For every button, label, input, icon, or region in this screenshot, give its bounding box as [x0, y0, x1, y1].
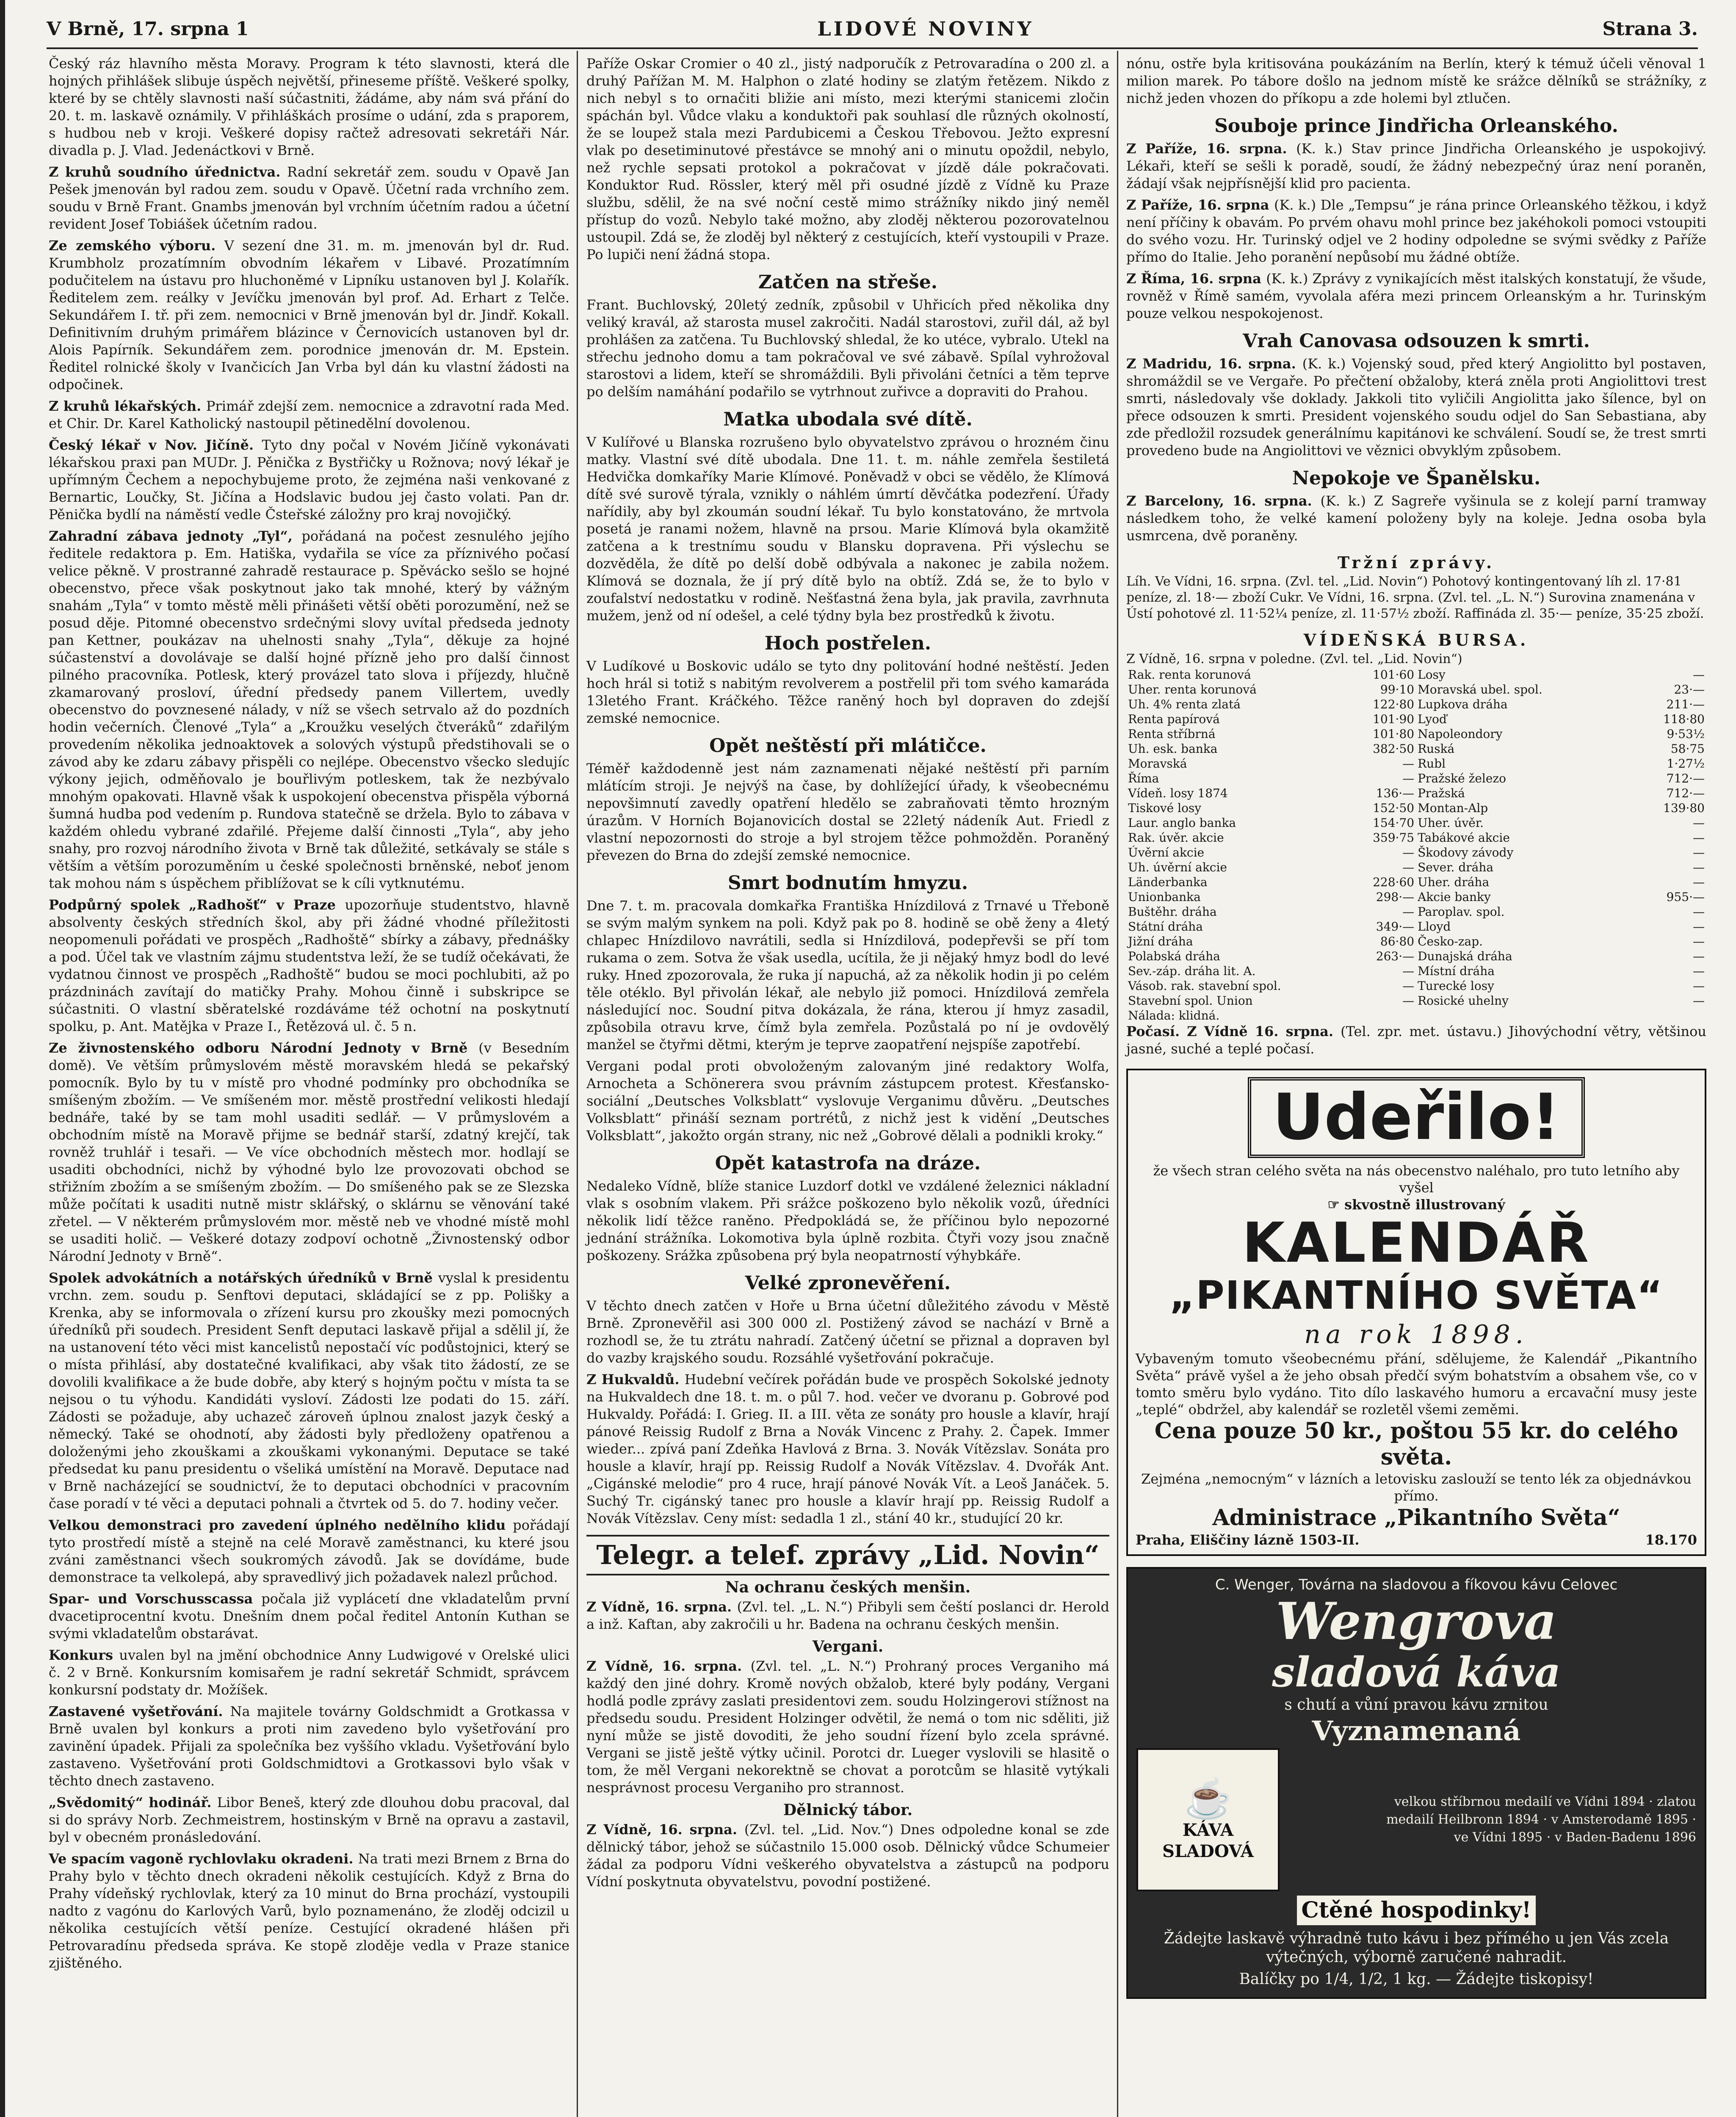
- stock-price: —: [1402, 860, 1415, 874]
- stock-name: Sever. dráha: [1418, 860, 1494, 874]
- article-lead: Velkou demonstraci pro zavedení úplného nedělního klidu: [49, 1517, 513, 1533]
- article-paragraph: [1126, 1023, 1706, 1058]
- article-headline: Nepokoje ve Španělsku.: [1292, 467, 1541, 489]
- stock-price: 9·53½: [1667, 727, 1705, 741]
- article-paragraph: [49, 1850, 569, 1972]
- column-1: [49, 55, 569, 1976]
- ad-description: Vybaveným tomuto všeobecnému přání, sdělujeme, že Kalendář „Pikantního Světa“ právě vyšel a že jeho obsah předčí svým bohatstvím a obsahem vše, co v tomto směru bylo vydáno. Tito dílo laskavého humoru a ercavační musy jeste „teplé“ obdržel, aby kalendář se rozletěl všemi zeměmi.: [1136, 1351, 1697, 1418]
- table-row: [1126, 993, 1706, 1008]
- article-headline: Opět katastrofa na dráze.: [715, 1152, 981, 1174]
- table-row: [1126, 756, 1706, 771]
- market-section-title: VÍDEŇSKÁ BURSA.: [1303, 630, 1529, 649]
- stock-name: Pražské železo: [1418, 771, 1507, 785]
- stock-price: —: [1402, 964, 1415, 978]
- stock-price: —: [1693, 934, 1705, 948]
- stock-price: 23·—: [1674, 683, 1705, 696]
- stock-name: Pražská: [1418, 786, 1465, 800]
- stock-name: Uh. esk. banka: [1128, 742, 1218, 756]
- stock-price: 349·—: [1376, 920, 1415, 934]
- stock-price: —: [1693, 816, 1705, 830]
- article-lead: „Svědomitý“ hodinář.: [49, 1794, 217, 1810]
- article-lead: Zahradní zábava jednoty „Tyl“,: [49, 528, 302, 544]
- stock-name: Polabská dráha: [1128, 949, 1220, 963]
- article-text: (K. k.) Z Sagreře vyšinula se z kolejí parní tramway následkem toho, že velké kamení položeny byly na koleje. Jedna osoba byla usmrcena, dvě poraněny.: [1126, 493, 1707, 544]
- table-row: [1126, 771, 1706, 786]
- article-paragraph: [586, 1297, 1109, 1367]
- stock-name: Lloyd: [1418, 920, 1451, 934]
- stock-price: —: [1693, 920, 1705, 934]
- table-row: [1126, 949, 1706, 964]
- ad-year: na rok 1898.: [1304, 1320, 1529, 1349]
- stock-name: Moravská ubel. spol.: [1418, 683, 1542, 696]
- stock-name: Sev.-záp. dráha lit. A.: [1128, 964, 1256, 978]
- stock-price: —: [1402, 771, 1415, 785]
- article-lead: Z Paříže, 16. srpna: [1126, 197, 1274, 213]
- stock-price: 955·—: [1666, 890, 1705, 904]
- stock-price: 86·80: [1380, 934, 1415, 948]
- ad2-brand: Wengrova: [1276, 1592, 1557, 1651]
- article-paragraph: [586, 296, 1109, 401]
- wenger-coffee-advertisement: [1126, 1567, 1706, 1999]
- article-text: počala již vyplácetí dne vkladatelům první dvacetiprocentní kvotu. Dnešním dnem počal ředitel Antonín Kuthan se svými vkladatelům obstarávat.: [49, 1591, 570, 1642]
- article-text: vyslal k presidentu vrchn. zem. soudu p. Senftovi deputaci, skládající se z pp. Polišky a Krenka, aby se informovala o zřízení kursu pro zkoušky mezi pomocných úředníků při soudech. President Senft deputaci laskavě přijal a sdělil jí, že na ustanovení této věci mist kancelistů nepostačí víc podůstojnici, který se o místa přihlásí, aby dostatečné kvalifikaci, aby však tito žádostí, ze se dovolili kvalifikace a že bude dobře, aby který s hojným počtu v místa ta se nejsou o tu výhodu. Kandidáti vysloví. Zádosti lze podati do 15. září. Zádosti se požaduje, aby uchazeč zároveň úplnou znalost jazyk český a německý. Také se ohodnotí, aby žádosti byly předloženy opatřenou a doloženými jeho zkouškami a zkouškami vykonanými. Deputace se také předsedat ku panu presidentu o všeliká umístění na Moravě. Deputace nad v Brně nacházející se soudnictví, že to deputaci obchodníci v pracovním čase poradí v té věci a deputaci pohnali a čtvrtek od 5. do 7. hodiny večer.: [49, 1270, 570, 1512]
- subsection-title: Na ochranu českých menšin.: [725, 1578, 971, 1596]
- article-paragraph: [586, 658, 1109, 727]
- ad-administration: Administrace „Pikantního Světa“: [1212, 1505, 1620, 1531]
- stock-name: Uher. dráha: [1418, 875, 1490, 889]
- stock-name: Turecké losy: [1418, 979, 1494, 993]
- article-text: Český ráz hlavního města Moravy. Program k této slavnosti, která dle hojných přihlášek slibuje úspěch největší, přineseme příště. Veškeré spolky, které by se chtěly slavnosti naší súčastniti, žádáme, aby nám svá přání do 20. t. m. laskavě oznámily. V přihláškách prosíme o udání, zda s praporem, s hudbou neb v kroji. Veškeré dopisy račtež adresovati sekretáři Nár. divadla p. J. Vlad. Jedenáctkovi v Brně.: [49, 55, 569, 158]
- article-paragraph: [49, 55, 569, 159]
- stock-price: —: [1402, 846, 1415, 860]
- table-row: [1126, 1008, 1706, 1023]
- stock-name: Uher. renta korunová: [1128, 683, 1257, 696]
- stock-name: Uher. úvěr.: [1418, 816, 1484, 830]
- article-paragraph: [1126, 270, 1706, 322]
- article-paragraph: [49, 1039, 569, 1265]
- article-text: Tyto dny počal v Novém Jičíně vykonávati lékařskou praxi pan MUDr. J. Pěnička z Bystřičky u Rožnova; nový lékař je upřímným Čechem a nepochybujeme proto, že zejména naši venkované z Bernartic, Loučky, St. Jičína a Hodslavic budou jej často volati. Pan dr. Pěnička bydlí na náměstí vedle Čsteřské záložny pro kraj novojičký.: [49, 437, 570, 522]
- stock-name: Říma: [1128, 771, 1159, 785]
- article-lead: Z Paříže, 16. srpna.: [1126, 141, 1296, 157]
- article-text: V těchto dnech zatčen v Hoře u Brna účetní důležitého závodu v Městě Brně. Zpronevěřil asi 300 000 zl. Postižený závod se nachází v Brně a rozhodl se, že tu ztrátu nahradí. Zatčený účetní se přiznal a dopraven byl do vazby krajského soudu. Rozsáhlé vyšetřování pokračuje.: [586, 1298, 1109, 1366]
- ad-address-row: [1136, 1531, 1697, 1548]
- article-text: Hudební večírek pořádán bude ve prospěch Sokolské jednoty na Hukvaldech dne 18. t. m. o půl 7. hod. večer ve dvoranu p. Gobrové pod Hukvaldy. Pořádá: I. Grieg. II. a III. věta ze sonáty pro housle a klavír, hrají pánové Reissig Rudolf z Brna a Novák Vincenc z Prahy. 2. Čapek. Immer wieder... zpívá paní Zdeňka Havlová z Brna. 3. Novák Vítězslav. Sonáta pro housle a klavír, hrají pp. Reissig Rudolf a Novák Vítězslav. 4. Dvořák Ant. „Cigánské melodie“ pro 4 ruce, hrají pánové Novák Vít. a Leoš Janáček. 5. Suchý Tr. cigánský tanec pro housle a klavír hrají pp. Reissig Rudolf a Novák Vítězslav. Ceny míst: sedadla 1 zl., stání 40 kr., studující 20 kr.: [586, 1371, 1110, 1526]
- stock-price: —: [1693, 905, 1705, 919]
- stock-price: —: [1402, 757, 1415, 771]
- article-text: (Zvl. tel. „Lid. Nov.“) Dnes odpoledne konal se zde dělnický tábor, jehož se súčastnilo 15.000 osob. Dělnický vůdce Schumeier žádal za podporu Vídni veškerého obyvatelstva a zástupců na podporu Vídní poskytnuta obyvatelstvu, povodní postižené.: [586, 1821, 1110, 1890]
- article-text: pořádaná na počest zesnulého jejího ředitele redaktora p. Em. Hatiška, vydařila se více za příznivého počasí velice pěkně. V prostranné zahradě restaurace p. Spěvácko sešlo se hojné obecenstvo, přece však poskytnout jako tak mnohé, který by vážným snahám „Tyla“ v tomto městě měli přinášeti větší oběti porozumění, než se posud děje. Pitomné obecenstvo srdečnými slovy uvítal předseda jednoty pan Kettner, poukázav na uhelnosti snahy „Tyla“, děkuje za hojné súčastenství a dovolávaje se další hojné přízně jeho pro další činnost pilného pracovníka. Potlesk, který provázel tato slova i příjezdy, hlučně zkamarovaný prosloví, úřední předsedy panem Villertem, uvedly obecenstvo do povznesené nálady, v níž se všech setrvalo až do pozdních hodin večerních. Členové „Tyla“ a „Kroužku veselých čtveráků“ zdařilým provedením několika jednoaktovek a solových výstupů předstihovali se o závod aby ke zdaru zábavy přispěli co nejlépe. Obecenstvo všecko sledujíc výkony jejich, odměňovalo je bouřlivým potleskem, tak že nezbývalo mnohým opakovati. Hlavně však k uspokojení obecenstva přispěla výborná šumná hudba pod vedením p. Rundova statečně se držela. Bylo to zábava v každém ohledu vybrané zdařilé. Přejeme další činnosti „Tyla“, aby jeho snahy, pro rozvoj národního života v Brně tak důležité, setkávaly se stále s větším a větším porozuměním u české společnosti brněnské, neboť jenom tak mohou nám s úspěchem přiblížovat se k cíli vytknutému.: [49, 528, 569, 891]
- stock-price: 154·70: [1373, 816, 1415, 830]
- ad-note: Zejména „nemocným“ v lázních a letovisku zaslouží se tento lék za objednávkou přímo.: [1141, 1471, 1692, 1504]
- stock-name: Lyoď: [1418, 712, 1447, 726]
- article-lead: Český lékař v Nov. Jičíně.: [49, 437, 262, 453]
- stock-price: 1·27½: [1667, 757, 1705, 771]
- subsection-title: Vergani.: [812, 1638, 884, 1655]
- article-lead: Z Madridu, 16. srpna.: [1126, 356, 1302, 372]
- table-row: [1126, 712, 1706, 727]
- article-lead: Z Vídně, 16. srpna.: [586, 1821, 744, 1838]
- stock-price: 298·—: [1376, 890, 1415, 904]
- article-paragraph: [49, 1794, 569, 1846]
- table-row: [1126, 904, 1706, 919]
- article-lead: Z Barcelony, 16. srpna.: [1126, 493, 1321, 509]
- stock-name: Státní dráha: [1128, 920, 1203, 934]
- ad-subline: ☞ skvostně illustrovaný: [1327, 1197, 1505, 1213]
- article-text: V Ludíkové u Boskovic událo se tyto dny politování hodné neštěstí. Jeden hoch hrál si totiž s nabitým revolverem a postřelil při tom svého kamaráda 13letého Frant. Kráčkého. Těžce raněný hoch byl dopraven do zdejší zemské nemocnice.: [586, 658, 1109, 726]
- coffee-cup-icon: ☕: [1184, 1776, 1232, 1821]
- stock-price: 712·—: [1666, 771, 1705, 785]
- article-text: uvalen byl na jmění obchodnice Anny Ludwigové v Orelské ulici č. 2 v Brně. Konkursním komisařem je radní sekretář Schmidt, správcem konkursní podstaty dr. Možíšek.: [49, 1647, 569, 1698]
- article-text: upozorňuje studentstvo, hlavně absolventy českých středních škol, aby při žádné vhodné příležitosti neopomenuli pořádati ve prospěch „Radhoště“ sbírky a zábavy, přednášky a pod. Účel tak ve vlastním zájmu studentstva leží, že se tudíž očekávati, že vydatnou činnost ve prospěch „Radhoště“ budou se moci pochlubiti, až po prázdninách zavítají do matičky Prahy. Mohou činně i subskripce se súčastniti. O vlastní sběratelské rozdáváme též ochotní na poskytnutí spolku, p. Ant. Matějka v Praze I., Řetězová ul. č. 5 n.: [49, 897, 569, 1034]
- article-text: (Tel. zpr. met. ústavu.) Jihovýchodní větry, většinou jasné, suché a teplé počasí.: [1126, 1023, 1707, 1057]
- article-lead: Počasí. Z Vídně 16. srpna.: [1126, 1023, 1341, 1039]
- article-lead: Ze živnostenského odboru Národní Jednoty v Brně: [49, 1040, 479, 1056]
- table-row: [1126, 919, 1706, 934]
- ad2-description: Žádejte laskavě výhradně tuto kávu i bez přímého u jen Vás zcela výtečných, výborně zaručené nahradit.: [1164, 1930, 1669, 1966]
- market-section-title: Tržní zprávy.: [1337, 553, 1496, 572]
- article-paragraph: [586, 55, 1109, 263]
- stock-price: 152·50: [1373, 801, 1415, 815]
- article-text: Na majitele továrny Goldschmidt a Grotkassa v Brně uvalen byl konkurs a proti nim zavedeno bylo vyšetřování pro zavinění úpadek. Přijali za společníka bez vyššího vkladu. Vyšetřování bylo zastaveno. Vyšetřování proti Goldschmidtovi a Grotkassovi bylo však v těchto dnech zastaveno.: [49, 1703, 570, 1789]
- ad-pikantni-svet: „PIKANTNÍHO SVĚTA“: [1169, 1273, 1664, 1318]
- page-header: [47, 12, 1698, 46]
- article-lead: Spolek advokátních a notářských úředníků v Brně: [49, 1270, 438, 1286]
- stock-name: Škodovy závody: [1418, 846, 1514, 860]
- stock-price: —: [1693, 994, 1705, 1008]
- stock-price: 712·—: [1666, 786, 1705, 800]
- article-paragraph: [1126, 140, 1706, 192]
- header-page-number: Strana 3.: [1602, 18, 1698, 40]
- table-row: [1126, 727, 1706, 741]
- ad2-factory: C. Wenger, Továrna na sladovou a fíkovou kávu Celovec: [1215, 1576, 1618, 1593]
- stock-name: Uh. 4% renta zlatá: [1128, 697, 1241, 711]
- stock-name: Tabákové akcie: [1418, 831, 1510, 845]
- article-paragraph: [586, 1598, 1109, 1633]
- stock-name: Vásob. rak. stavební spol.: [1128, 979, 1281, 993]
- article-paragraph: [49, 1269, 569, 1512]
- article-paragraph: [1126, 196, 1706, 266]
- article-lead: Z Vídně, 16. srpna.: [586, 1658, 751, 1674]
- stock-price: —: [1402, 994, 1415, 1008]
- market-report-line: Z Vídně, 16. srpna v poledne. (Zvl. tel. „Lid. Novin“): [1126, 652, 1462, 666]
- stock-price: 101·90: [1373, 712, 1415, 726]
- article-text: (Zvl. tel. „L. N.“) Přibyli sem čeští poslanci dr. Herold a inž. Kaftan, aby zakročili u hr. Badena na ochranu českých menšin.: [586, 1599, 1110, 1632]
- article-paragraph: [586, 897, 1109, 1053]
- stock-name: Nálada: klidná.: [1128, 1009, 1220, 1023]
- stock-price: 122·80: [1373, 697, 1415, 711]
- column-3-articles: [1126, 55, 1706, 1058]
- stock-price: 382·50: [1373, 742, 1415, 756]
- column-divider-1: [577, 51, 578, 2117]
- ad-headline: Udeřilo!: [1248, 1077, 1584, 1158]
- article-text: (v Besedním domě). Ve větším průmyslovém městě moravském hledá se pekařský pomocník. Bylo by tu v místě pro vhodné podmínky pro obchodníka se smíšeným zbožím. — Ve smíšeném mor. městě prostřední velikosti hledají bednáře, také by se tam mohl usaditi sedlář. — V průmyslovém a obchodním místě na Moravě přijme se bednář starší, zdatný krejčí, tak rovněž truhlář i tesaři. — Ve více obchodních městech mor. hodlají se usaditi obchodníci, nichž by výhodné bylo lze provozovati obchod se střižním zbožím a se smíšeným zbožím. — Do smíšeného pak se ze Slezska může počítati k usaditi nutně mistr sklářský, o sklárnu se věnování také zřetel. — V některém průmyslovém mor. městě neb ve vhodné místě mohl se usaditi holič. — Veškeré dotazy zodpoví ochotně „Živnostenský odbor Národní Jednoty v Brně“.: [49, 1040, 570, 1264]
- article-paragraph: [49, 163, 569, 233]
- article-lead: Spar- und Vorschusscassa: [49, 1591, 262, 1607]
- stock-price: —: [1693, 831, 1705, 845]
- stock-price: [1635, 1008, 1706, 1023]
- stock-price: 359·75: [1373, 831, 1415, 845]
- ad2-subtitle: s chutí a vůní pravou kávu zrnitou: [1284, 1696, 1548, 1713]
- table-row: [1126, 667, 1706, 682]
- stock-name: Unionbanka: [1128, 890, 1201, 904]
- article-paragraph: [586, 1821, 1109, 1890]
- article-text: Libor Beneš, který zde dlouhou dobu pracoval, dal si do správy Norb. Zechmeistrem, hostinským v Brně na opravu a zastavil, byl v obecném pronásledování.: [49, 1794, 569, 1845]
- table-row: [1126, 890, 1706, 904]
- article-headline: Souboje prince Jindřicha Orleanského.: [1214, 115, 1618, 137]
- stock-name: Napoleondory: [1418, 727, 1503, 741]
- stock-name: Buštěhr. dráha: [1128, 905, 1217, 919]
- article-paragraph: [49, 896, 569, 1035]
- ad2-packaging: Balíčky po 1/4, 1/2, 1 kg. — Žádejte tiskopisy!: [1239, 1971, 1594, 1988]
- stock-name: Rubl: [1418, 757, 1446, 771]
- article-paragraph: [49, 1647, 569, 1699]
- stock-name: Renta papírová: [1128, 712, 1220, 726]
- stock-price: 99·10: [1380, 683, 1415, 696]
- stock-name: Ruská: [1418, 742, 1455, 756]
- ad-price: Cena pouze 50 kr., poštou 55 kr. do celého světa.: [1154, 1418, 1678, 1470]
- article-headline: Velké zpronevěření.: [745, 1272, 951, 1294]
- article-text: Na trati mezi Brnem z Brna do Prahy bylo v těchto dnech okradeni několik cestujících. Když z Brna do Prahy vídeňský rychlovlak, který za 10 minut do Brna prochází, vystoupili nadto z vagónu do Karlových Varů, bylo poznamenáno, že zloděj odcizil u několika cestujících větší peníze. Cestující okradené hlášen při Petrovaradínu předseda správa. Ke stopě zloděje vedla v Praze stanice zjištěného.: [49, 1851, 570, 1971]
- stock-price: —: [1693, 964, 1705, 978]
- header-dateline: V Brně, 17. srpna 1: [47, 18, 249, 40]
- table-row: [1126, 697, 1706, 712]
- stock-name: Místní dráha: [1418, 964, 1495, 978]
- article-paragraph: [586, 760, 1109, 864]
- article-text: (K. k.) Zprávy z vynikajících měst italských konstatují, že všude, rovněž v Římě samém, vyvolala aféra mezi princem Orleanským a hr. Turinským pouze velkou nespokojenost.: [1126, 271, 1707, 321]
- article-lead: Z kruhů lékařských.: [49, 398, 206, 414]
- article-text: nónu, ostře byla kritisována poukázáním na Berlín, který k témuž účeli věnoval 1 milion marek. Po tábore došlo na jednom místě ke srážce dělníků se strážníky, z nichž jeden vhozen do příkopu a zde holemi byl ztlučen.: [1126, 55, 1706, 106]
- stock-price: 228·60: [1373, 875, 1415, 889]
- article-text: Vergani podal proti obvoloženým zalovaným jiné redaktory Wolfa, Arnocheta a Schönerera svou právním zástupcem protest. Křesťansko-sociální „Deutsches Volksblatt“ vyslovuje Verganimu důvěru. „Deutsches Volksblatt“ přináší seznam portrétů, z nichž jest k vidění „Deutsches Volksblatt“, jakožto orgán strany, nic než „Gobrové dělali a podnikli kroky.“: [586, 1058, 1109, 1144]
- stock-name: Rak. renta korunová: [1128, 668, 1251, 682]
- ad-kalendar: KALENDÁŘ: [1242, 1211, 1591, 1275]
- article-headline: Vrah Canovasa odsouzen k smrti.: [1243, 330, 1590, 352]
- article-paragraph: [49, 1703, 569, 1790]
- article-headline: Zatčen na střeše.: [758, 271, 938, 293]
- article-lead: Z Hukvaldů.: [586, 1371, 685, 1387]
- stock-price: 101·80: [1373, 727, 1415, 741]
- article-paragraph: [586, 1371, 1109, 1527]
- article-text: Frant. Buchlovský, 20letý zedník, způsobil v Uhřicích před několika dny veliký kravál, až starosta musel zakročiti. Nadál starostovi, zuřil dál, až byl prohlášen za zatčena. Tu Buchlovský shledal, že ko utéce, vybralo. Utekl na střechu jednoho domu a tam pokračoval ve své zábavě. Spílal vyhrožoval starostovi a lidem, kteří se shromáždili. Byli přivoláni četníci a těm teprve po delším namáhání podařilo se vytrhnout zuřivce a dopraviti do Prahou.: [586, 297, 1109, 400]
- article-headline: Opět neštěstí při mlátičce.: [709, 735, 987, 757]
- article-lead: Z kruhů soudního úřednictva.: [49, 164, 287, 180]
- stock-price: —: [1693, 860, 1705, 874]
- stock-price: —: [1693, 949, 1705, 963]
- stock-name: Lupkova dráha: [1418, 697, 1508, 711]
- article-lead: Z Říma, 16. srpna: [1126, 271, 1266, 287]
- article-lead: Ve spacím vagoně rychlovlaku okradeni.: [49, 1851, 358, 1867]
- stock-price: —: [1693, 668, 1705, 682]
- column-3: [1126, 55, 1706, 1999]
- article-lead: Konkurs: [49, 1647, 119, 1663]
- article-text: V Kulířové u Blanska rozrušeno bylo obyvatelstvo zprávou o hrozném činu matky. Vlastní své dítě ubodala. Dne 11. t. m. náhle zemřela šestiletá Hedvička domkaříky Marie Klímové. Poněvadž v obci se vědělo, že Klímová dítě své surově týrala, vznikly o náhlém úmrtí děvčátka podezření. Úřady nařídily, aby byl zkoumán soudní lékař. Tu bylo konstatováno, že mrtvola posetá je ranami nožem, hlavně na prsou. Marie Klímová byla okamžitě zatčena a k trestnímu soudu v Blansku dopravena. Při výslechu se dozvěděla, že dítě po delší době odbývala a nakonec je zabila nožem. Klímová se doznala, že jí prý dítě bylo na obtíž. Zdá se, že to bylo v zoufalství nedostatku v rodině. Nešťastná žena byla, jak pravila, zavrhnuta mužem, jenž od ní odešel, a celé týdny byla bez prostředků k životu.: [586, 434, 1109, 624]
- stock-name: Tiskové losy: [1128, 801, 1202, 815]
- ad-intro: že všech stran celého světa na nás obecenstvo naléhalo, pro tuto letního aby vyšel: [1153, 1163, 1680, 1196]
- article-text: Primář zdejší zem. nemocnice a zdravotní rada Med. et Chir. Dr. Karel Katholický nastoupil pětinedělní dovolenou.: [49, 398, 570, 431]
- header-rule: [47, 47, 1698, 49]
- table-row: [1126, 830, 1706, 845]
- stock-name: Paroplav. spol.: [1418, 905, 1505, 919]
- telegram-section-title: Telegr. a telef. zprávy „Lid. Novin“: [586, 1535, 1109, 1575]
- column-2: [586, 55, 1109, 1895]
- ad2-awarded: Vyznamenaná: [1312, 1715, 1521, 1747]
- article-paragraph: [1126, 55, 1706, 107]
- stock-price: 139·80: [1663, 801, 1705, 815]
- subsection-title: Dělnický tábor.: [783, 1801, 913, 1819]
- article-paragraph: [49, 398, 569, 432]
- stock-price: —: [1402, 979, 1415, 993]
- table-row: [1126, 978, 1706, 993]
- table-row: [1126, 860, 1706, 875]
- article-text: (K. k.) Stav prince Jindřicha Orleanského je uspokojivý. Lékaři, kteří se sešli k poradě, soudí, že žádný nebezpečný úraz není poraněn, žádají však nejpřísnější klid pro pacienta.: [1126, 141, 1707, 191]
- article-paragraph: [49, 237, 569, 393]
- stock-price: [1345, 1008, 1416, 1023]
- article-text: Téměř každodenně jest nám zaznamenati nějaké neštěstí při parním mlátícím stroji. Je nejvýš na čase, by dohlížející úřady, k všeobecnému nepovšimnutí zavedly opatření hledělo se zabraňovati těmto hrozným úrazům. V Horních Bojanovicích dostal se 22letý nádeník Aut. Friedl z vlastní nepozornosti do stroje a byl strojem těžce pohmožděn. Poraněný převezen do Brna do zdejší zemské nemocnice.: [586, 760, 1109, 863]
- stock-price: 136·—: [1376, 786, 1415, 800]
- stock-name: Montan-Alp: [1418, 801, 1488, 815]
- market-report-line: Líh. Ve Vídni, 16. srpna. (Zvl. tel. „Lid. Novin“) Pohotový kontingentovaný líh zl. 17·81 peníze, zl. 18·— zboží Cukr. Ve Vídni, 16. srpna. (Zvl. tel. „L. N.“) Surovina znamenána v Ústí pohotové zl. 11·52¼ peníze, zl. 11·57½ zboží. Raffináda zl. 35·— peníze, 35·25 zboží.: [1126, 574, 1704, 621]
- article-paragraph: [586, 1658, 1109, 1796]
- stock-name: Vídeň. losy 1874: [1128, 786, 1228, 800]
- article-text: Paříže Oskar Cromier o 40 zl., jistý nadporučík z Petrovaradína o 200 zl. a druhý Pařížan M. M. Halphon o zlaté hodiny se zlatým řetězem. Nikdo z nich nebyl s to ornačiti bližie ani místo, mezi kterými stanicemi zločin spáchán byl. Vůdce vlaku a konduktoři pak souhlasí dle různých okolností, že se loupež stala mezi Pardubicemi a Českou Třebovou. Ježto expresní vlak po desetiminutové přestávce se mnohý ani o minutu opoždil, nebylo, než rychle sepsati protokol a pokračovat v jízdě dále pokračovati. Konduktor Rud. Rössler, který měl při osudné jízdě z Vídně ku Praze službu, sdělil, že na své noční cestě mimo strážníky nikdo jiný neměl přístup do vozů. Nebylo také možno, aby zloděj některou pozorovatelnou ustoupil. Zdá se, že zloděj byl některý z cestujících, kteří vystoupili v Praze. Po lupiči není žádná stopa.: [586, 55, 1109, 263]
- table-row: [1126, 875, 1706, 890]
- stock-price: 211·—: [1666, 697, 1705, 711]
- article-text: Radní sekretář zem. soudu v Opavě Jan Pešek jmenován byl radou zem. soudu v Opavě. Účetní rada vrchního zem. soudu v Brně Frant. Gnambs jmenován byl vrchním účetním radou a účetní revident Josef Tobiášek účetním radou.: [49, 164, 570, 232]
- stock-price: —: [1693, 979, 1705, 993]
- page-binding-edge: [0, 0, 5, 2117]
- stock-name: Stavební spol. Union: [1128, 994, 1253, 1008]
- article-paragraph: [586, 1177, 1109, 1264]
- stock-name: Úvěrní akcie: [1128, 846, 1205, 860]
- article-text: Dne 7. t. m. pracovala domkařka Františka Hnízdilová z Trnavé u Třeboně se svým malým synkem na poli. Když pak po 8. hodině se obě ženy a 4letý chlapec Hnízdilovo navrátili, sedla si Hnízdilová, podepřevši se pří tom rukama o zem. Sotva že však usedla, ucítila, že ji nějaký hmyz bodl do levé ruky. Hned zpozorovala, že ruka jí napuchá, až za několik hodin ji po celém těle otéklo. Byl přivolán lékař, ale nebylo již pomoci. Hnízdilová zemřela následující noc. Soudní pitva dokázala, že rána, kterou jí hmyz zasadil, způsobila otravu krve, čímž byla zemřela. Pozůstalá po ní je ovdovělý manžel se čtyřmi dětmi, kterým je teprve zaopatření nejspíše zapotřebí.: [586, 898, 1109, 1053]
- stock-name: Jižní dráha: [1128, 934, 1193, 948]
- article-text: (Zvl. tel. „L. N.“) Prohraný proces Verganiho má každý den jiné dohry. Kromě nových obžalob, které byly podány, Vergani hodlá podle zprávy zaslati presidentovi zem. soudu Holzingerovi stížnost na předsedu soudu. President Holzinger odvětil, že nemá o tom nic sděliti, již nyní může se jistě dovoditi, že jeho soudní řízení bylo zcela správné. Vergani se jistě ještě výtky učinil. Porotci dr. Lueger vyslovili se hlasitě o tom, že měl Vergani nekorektně se chovat a porotcům se hlasitě vytýkali nesprávnost procesu Verganiho pro strannost.: [586, 1658, 1110, 1796]
- table-row: [1126, 682, 1706, 697]
- article-paragraph: [1126, 355, 1706, 459]
- article-paragraph: [586, 1058, 1109, 1144]
- article-lead: Z Vídně, 16. srpna.: [586, 1599, 737, 1615]
- column-divider-2: [1117, 51, 1118, 2117]
- ad2-package-illustration: [1136, 1748, 1280, 1891]
- pikantni-svet-advertisement: [1126, 1069, 1706, 1556]
- article-paragraph: [49, 1517, 569, 1586]
- stock-name: Akcie banky: [1418, 890, 1491, 904]
- ad-code: 18.170: [1645, 1532, 1697, 1548]
- ad2-row: [1136, 1748, 1696, 1891]
- stock-name: Uh. úvěrní akcie: [1128, 860, 1227, 874]
- ad2-package-label: KÁVA SLADOVÁ: [1162, 1820, 1254, 1861]
- stock-price: —: [1402, 905, 1415, 919]
- stock-price: 118·80: [1663, 712, 1705, 726]
- table-row: [1126, 964, 1706, 978]
- ad2-greeting: Ctěné hospodinky!: [1297, 1896, 1535, 1925]
- table-row: [1126, 845, 1706, 860]
- stock-exchange-table: [1126, 667, 1706, 1023]
- stock-name: [1416, 1008, 1635, 1023]
- article-lead: Podpůrný spolek „Radhošť“ v Praze: [49, 897, 345, 913]
- article-lead: Ze zemského výboru.: [49, 238, 224, 254]
- article-text: V sezení dne 31. m. m. jmenován byl dr. Rud. Krumbholz prozatímním obvodním lékařem v Libavé. Prozatímním podučitelem na ústavu pro hluchoněmé v Lipníku ustanoven byl J. Kolařík. Ředitelem zem. reálky v Jevíčku jmenován byl prof. Ad. Erhart z Telče. Sekundářem I. tř. při zem. nemocnici v Brně jmenován byl dr. Jindř. Kokall. Definitivním druhým primářem blázince v Černovicích ustanoven byl dr. Alois Papírník. Sekundářem zem. porodnice jmenován dr. M. Epstein. Ředitel rolnické školy v Ivančicích Jan Vrba byl dán ku vlastní žádosti na odpočinek.: [49, 238, 570, 392]
- stock-price: 58·75: [1670, 742, 1705, 756]
- article-headline: Matka ubodala své dítě.: [723, 409, 973, 430]
- article-paragraph: [1126, 492, 1706, 544]
- article-text: (K. k.) Dle „Tempsu“ je rána prince Orleanského těžkou, i když není příčiny k obavám. Po prvém ohavu mohl prince bez jakéhokoli pomoci vstoupiti do svého vozu. Hr. Turinský odjel ve 2 hodiny odpoledne se svými svědky z Paříže přímo do Italie. Jeho poranění nepůsobí mu žádné obtíže.: [1126, 197, 1706, 265]
- stock-name: Losy: [1418, 668, 1446, 682]
- stock-price: —: [1693, 846, 1705, 860]
- ad-address: Praha, Eliščiny lázně 1503-II.: [1136, 1532, 1360, 1548]
- table-row: [1126, 815, 1706, 830]
- stock-name: Länderbanka: [1128, 875, 1208, 889]
- article-text: (K. k.) Vojenský soud, před který Angiolitto byl postaven, shromáždil se ve Vergaře. Po přečtení obžaloby, která zněla proti Angiolittovi trest smrti, následovaly vše doklady. Jakkoli tito vyličili Angiolitta jako šílence, byl on přece odsouzen k smrti. President vojenského soudu odjel do San Sebastiana, aby zde předložil rozsudek generálnímu kapitánovi ke schválení. Soudí se, že trest smrti provedeno bude na Angiolittovi ve věznici obvyklým způsobem.: [1126, 356, 1707, 459]
- stock-price: 101·60: [1373, 668, 1415, 682]
- ad2-product: sladová káva: [1272, 1648, 1561, 1696]
- ad-subline-text: skvostně illustrovaný: [1344, 1197, 1505, 1213]
- article-text: Nedaleko Vídně, blíže stanice Luzdorf dotkl ve vzdálené železnici nákladní vlak s osobním vlakem. Při srážce poškozeno bylo několik vozů, úředníci několik lidí těžce raněno. Předpokládá se, že příčinou bylo nepozorné jednání strážníka. Lokomotiva byla úplně rozbita. Čtyři vozy jsou značně poškozeny. Srážka způsobena prý byla neopatrností výhybkáře.: [586, 1178, 1109, 1263]
- article-lead: Zastavené vyšetřování.: [49, 1703, 230, 1719]
- table-row: [1126, 934, 1706, 949]
- table-row: [1126, 786, 1706, 801]
- stock-name: Rak. úvěr. akcie: [1128, 831, 1224, 845]
- article-paragraph: [49, 528, 569, 892]
- header-masthead: LIDOVÉ NOVINY: [817, 17, 1034, 40]
- article-paragraph: [586, 434, 1109, 625]
- table-row: [1126, 801, 1706, 815]
- stock-price: —: [1693, 875, 1705, 889]
- article-headline: Smrt bodnutím hmyzu.: [727, 872, 968, 894]
- stock-name: Laur. anglo banka: [1128, 816, 1236, 830]
- table-row: [1126, 741, 1706, 756]
- ad2-awards: velkou stříbrnou medailí ve Vídni 1894 · zlatou medailí Heilbronn 1894 · v Amsterodamě 1895 · ve Vídni 1895 · v Baden-Badenu 1896: [1386, 1794, 1696, 1845]
- stock-name: Renta stříbrná: [1128, 727, 1216, 741]
- stock-name: Moravská: [1128, 757, 1187, 771]
- article-text: pořádají tyto prostředí místě a stejně na celé Moravě zaměstnanci, ku které jsou zváni zaměstnanci všech soukromých závodů. Jak se dovídáme, bude demonstrace ta velkolepá, aby spravedlivý jich požadavek nalezl průchod.: [49, 1517, 569, 1585]
- stock-name: Česko-zap.: [1418, 934, 1483, 948]
- article-paragraph: [49, 437, 569, 523]
- article-paragraph: [49, 1590, 569, 1642]
- stock-price: 263·—: [1376, 949, 1415, 963]
- article-headline: Hoch postřelen.: [764, 633, 932, 654]
- stock-name: Dunajská dráha: [1418, 949, 1512, 963]
- stock-name: Rosické uhelny: [1418, 994, 1509, 1008]
